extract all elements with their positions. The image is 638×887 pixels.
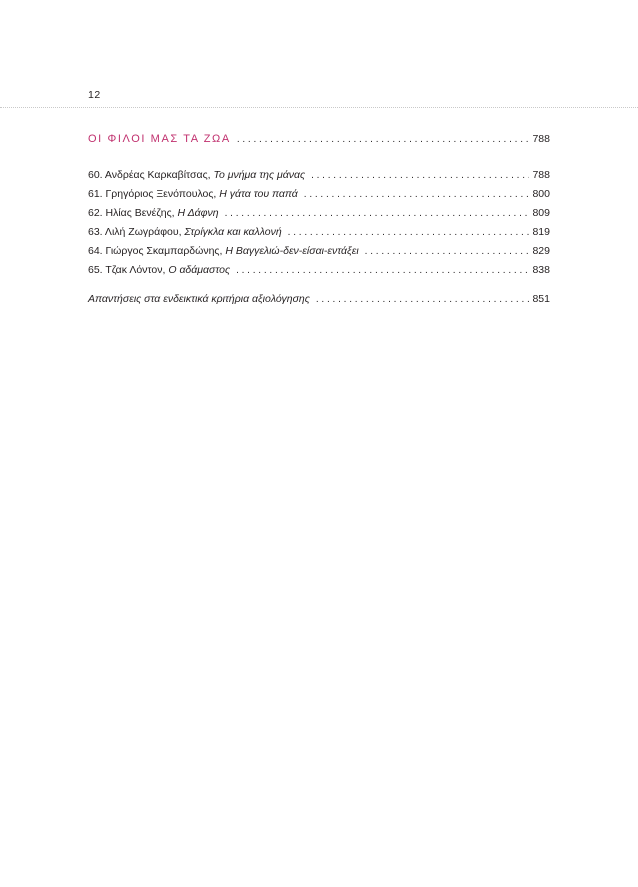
entry-author: 62. Ηλίας Βενέζης, (88, 207, 178, 219)
entry-label (88, 223, 282, 242)
entry-title: Ο αδάμαστος (168, 264, 231, 276)
section-page-number: 788 (532, 133, 550, 145)
dot-leader (304, 185, 530, 204)
entry-page-number: 788 (532, 169, 550, 181)
dot-leader (365, 242, 530, 261)
dot-leader (225, 204, 530, 223)
answers-title: Απαντήσεις στα ενδεικτικά κριτήρια αξιολόγησης (88, 293, 310, 305)
toc-row-answers[interactable] (88, 290, 550, 309)
toc-entry[interactable] (88, 185, 550, 204)
toc-entry[interactable] (88, 242, 550, 261)
entry-label (88, 166, 305, 185)
entry-title: Η Δάφνη (177, 207, 219, 219)
entry-page-number: 809 (532, 207, 550, 219)
dot-leader (236, 261, 529, 280)
entry-author: 65. Τζακ Λόντον, (88, 264, 169, 276)
toc-entry[interactable] (88, 166, 550, 185)
entry-label (88, 204, 219, 223)
entry-author: 61. Γρηγόριος Ξενόπουλος, (88, 188, 220, 200)
section-title: ΟΙ ΦΙΛΟΙ ΜΑΣ ΤΑ ΖΩΑ (88, 133, 231, 145)
entry-page-number: 819 (532, 226, 550, 238)
toc-answers-section (88, 290, 550, 309)
toc-entry[interactable] (88, 223, 550, 242)
toc-row-section[interactable] (88, 130, 550, 149)
entry-page-number: 838 (532, 264, 550, 276)
toc-entries-list (88, 166, 550, 280)
entry-label (88, 261, 230, 280)
entry-label (88, 242, 359, 261)
toc-section-header (88, 130, 550, 149)
dot-leader (311, 166, 529, 185)
entry-page-number: 800 (532, 188, 550, 200)
entry-author: 63. Λιλή Ζωγράφου, (88, 226, 185, 238)
entry-label (88, 185, 298, 204)
dot-leader (237, 130, 530, 149)
answers-page-number: 851 (532, 293, 550, 305)
toc-entry[interactable] (88, 204, 550, 223)
dot-leader (316, 290, 530, 309)
entry-title: Το μνήμα της μάνας (213, 169, 306, 181)
entry-title: Η γάτα του παπά (219, 188, 298, 200)
dot-leader (288, 223, 530, 242)
entry-author: 64. Γιώργος Σκαμπαρδώνης, (88, 245, 226, 257)
toc-entry[interactable] (88, 261, 550, 280)
page-number: 12 (88, 89, 101, 101)
entry-page-number: 829 (532, 245, 550, 257)
header-divider (0, 107, 638, 108)
entry-author: 60. Ανδρέας Καρκαβίτσας, (88, 169, 214, 181)
entry-title: Η Βαγγελιώ-δεν-είσαι-εντάξει (225, 245, 359, 257)
entry-title: Στρίγκλα και καλλονή (184, 226, 282, 238)
